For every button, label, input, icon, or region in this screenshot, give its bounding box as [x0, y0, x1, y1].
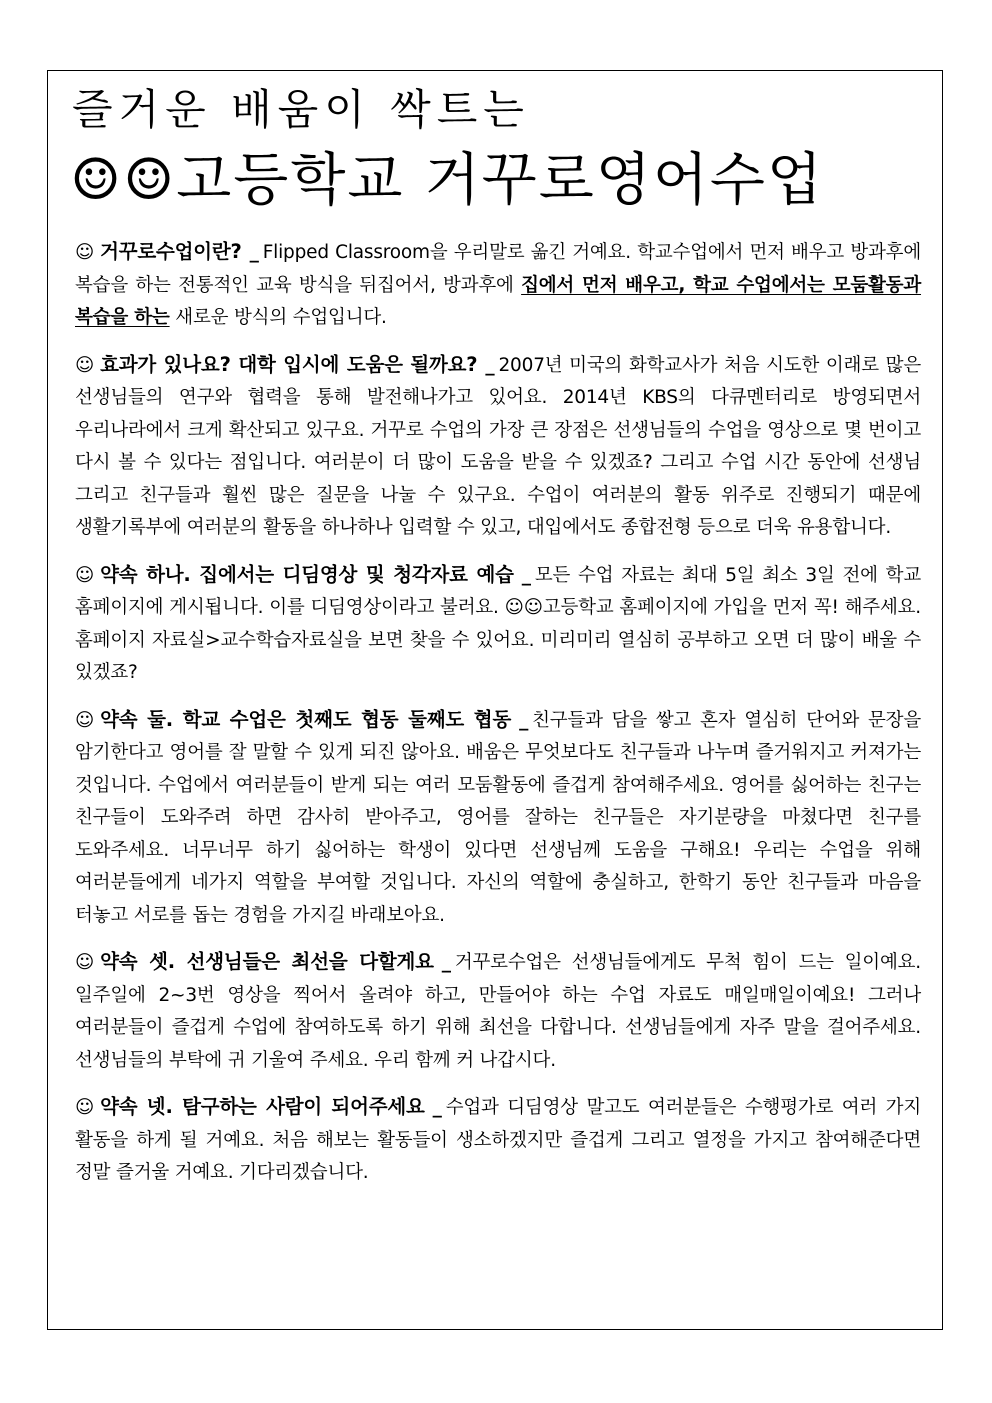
separator: _	[432, 1097, 442, 1118]
smiley-icon: ☺	[75, 354, 95, 376]
section-flipped-classroom	[75, 236, 921, 335]
separator: _	[249, 242, 259, 263]
smiley-icon: ☺	[75, 1097, 95, 1118]
document-frame	[47, 70, 943, 1330]
content-body	[75, 236, 921, 1204]
separator: _	[441, 952, 451, 973]
section-heading: 거꾸로수업이란?	[100, 240, 242, 263]
section-promise-four	[75, 1091, 921, 1190]
section-heading: 효과가 있나요? 대학 입시에 도움은 될까요?	[100, 352, 478, 376]
smiley-icon: ☺	[75, 709, 95, 731]
section-text: Flipped Classroom을 우리말로 옮긴 거예요. 학교수업에서 먼저 배우고 방과후에 복습을 하는 전통적인 교육 방식을 뒤집어서, 방과후에	[75, 242, 921, 296]
smiley-icon: ☺	[75, 952, 95, 973]
section-heading: 약속 셋. 선생님들은 최선을 다할게요	[100, 950, 434, 973]
section-promise-two	[75, 704, 921, 933]
separator: _	[519, 709, 529, 731]
section-heading: 약속 넷. 탐구하는 사람이 되어주세요	[100, 1095, 425, 1118]
section-effect	[75, 349, 921, 545]
section-text: 수업과 디딤영상 말고도 여러분들은 수행평가로 여러 가지 활동을 하게 될 거예요. 처음 해보는 활동들이 생소하겠지만 즐겁게 그리고 열정을 가지고 참여해준다면 정말 즐거울 거예요. 기다리겠습니다.	[75, 1097, 921, 1183]
title-line-1: 즐거운 배움이 싹트는	[72, 85, 530, 134]
section-promise-three	[75, 946, 921, 1077]
section-text: 친구들과 담을 쌓고 혼자 열심히 단어와 문장을 암기한다고 영어를 잘 말할 수 있게 되진 않아요. 배움은 무엇보다도 친구들과 나누며 즐거워지고 커져가는 것입니다. 수업에서 여러분들이 받게 되는 여러 모둠활동에 즐겁게 참여해주세요. 영어를 싫어하는 친구는 친구들이 도와주려 하면 감사히 받아주고, 영어를 잘하는 친구들은 자기분량을 마쳤다면 친구를 도와주세요. 너무너무 하기 싫어하는 학생이 있다면 선생님께 도움을 구해요! 우리는 수업을 위해 여러분들에게 네가지 역할을 부여할 것입니다. 자신의 역할에 충실하고, 한학기 동안 친구들과 마음을 터놓고 서로를 돕는 경험을 가지길 바래보아요.	[75, 709, 921, 926]
section-heading: 약속 둘. 학교 수업은 첫째도 협동 둘째도 협동	[100, 707, 512, 731]
section-promise-one	[75, 559, 921, 690]
separator: _	[521, 564, 531, 586]
section-text: 2007년 미국의 화학교사가 처음 시도한 이래로 많은 선생님들의 연구와 협력을 통해 발전해나가고 있어요. 2014년 KBS의 다큐멘터리로 방영되면서 우리나라에서 크게 확산되고 있구요. 거꾸로 수업의 가장 큰 장점은 선생님들의 수업을 영상으로 몇 번이고 다시 볼 수 있다는 점입니다. 여러분이 더 많이 도움을 받을 수 있겠죠? 그리고 수업 시간 동안에 선생님 그리고 친구들과 훨씬 많은 질문을 나눌 수 있구요. 수업이 여러분의 활동 위주로 진행되기 때문에 생활기록부에 여러분의 활동을 하나하나 입력할 수 있고, 대입에서도 종합전형 등으로 더욱 유용합니다.	[75, 354, 921, 538]
smiley-icon: ☺	[75, 242, 95, 263]
section-heading: 약속 하나. 집에서는 디딤영상 및 청각자료 예습	[100, 562, 514, 586]
section-text-after: 새로운 방식의 수업입니다.	[169, 307, 387, 328]
section-text: 거꾸로수업은 선생님들에게도 무척 힘이 드는 일이예요. 일주일에 2~3번 영상을 찍어서 올려야 하고, 만들어야 하는 수업 자료도 매일매일이예요! 그러나 여러분들이 즐겁게 수업에 참여하도록 하기 위해 최선을 다합니다. 선생님들에게 자주 말을 걸어주세요. 선생님들의 부탁에 귀 기울여 주세요. 우리 함께 커 나갑시다.	[75, 952, 921, 1071]
smiley-icon: ☺	[75, 564, 95, 586]
separator: _	[485, 354, 495, 376]
section-text: 모든 수업 자료는 최대 5일 최소 3일 전에 학교 홈페이지에 게시됩니다. 이를 디딤영상이라고 불러요. ☺☺고등학교 홈페이지에 가입을 먼저 꼭! 해주세요. 홈페이지 자료실>교수학습자료실을 보면 찾을 수 있어요. 미리미리 열심히 공부하고 오면 더 많이 배울 수 있겠죠?	[75, 564, 921, 683]
underlined-text: 집에서 먼저 배우고, 학교 수업에서는 모둠활동과 복습을 하는	[75, 274, 922, 328]
title-line-2: ☺☺고등학교 거꾸로영어수업	[70, 147, 824, 213]
